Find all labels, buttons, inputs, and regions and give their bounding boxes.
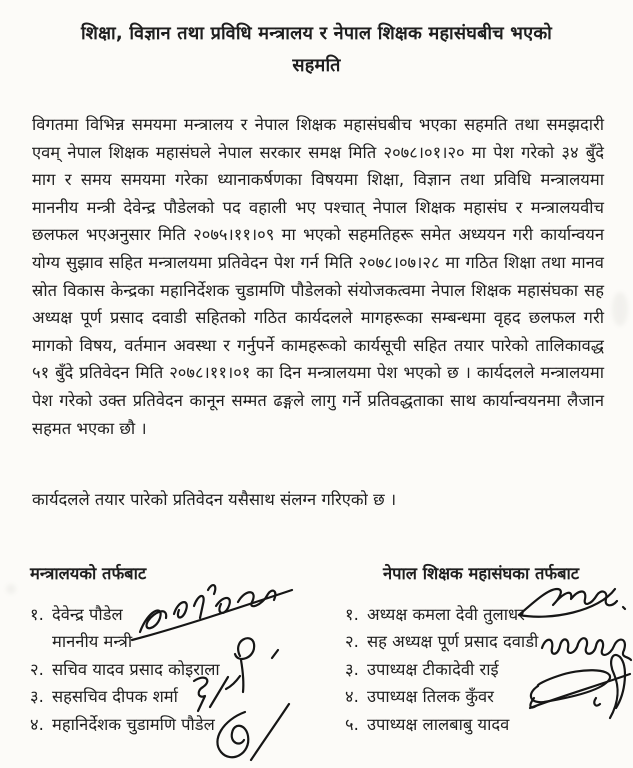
federation-signatory-3-name: उपाध्यक्ष टीकादेवी राई — [367, 659, 499, 679]
ministry-signatory-4-number: ४. — [30, 714, 44, 734]
ministry-signatory-3-name: सहसचिव दीपक शर्मा — [52, 687, 178, 706]
ministry-signatory-1-number: १. — [30, 604, 44, 624]
federation-signatory-4-number: ४. — [345, 687, 359, 706]
federation-signatory-column — [345, 560, 633, 738]
federation-signatory-2 — [345, 628, 633, 656]
federation-signatory-1 — [345, 601, 633, 629]
ministry-signatory-4-name: महानिर्देशक चुडामणि पौडेल — [52, 714, 215, 734]
body-paragraph-2: कार्यदलले तयार पारेको प्रतिवेदन यसैसाथ संलग्न गरिएको छ । — [32, 490, 397, 509]
federation-signatory-1-number: १. — [345, 604, 359, 624]
body-paragraph-1: विगतमा विभिन्न समयमा मन्त्रालय र नेपाल शिक्षक महासंघबीच भएका सहमति तथा समझदारी एवम् नेपाल शिक्षक महासंघले नेपाल सरकार समक्ष मिति २०७८।०१।२० मा पेश गरेको ३४ बुँदे माग र समय समयमा गरेका ध्यानाकर्षणका विषयमा शिक्षा, विज्ञान तथा प्रविधि मन्त्रालयमा माननीय मन्त्री देवेन्द्र पौडेलको पद वहाली भए पश्चात् नेपाल शिक्षक महासंघ र मन्त्रालयवीच छलफल भएअनुसार मिति २०७५।११।०९ मा भएको सहमतिहरू समेत अध्ययन गरी कार्यान्वयन योग्य सुझाव सहित मन्त्रालयमा प्रतिवेदन पेश गर्न मिति २०७८।०७।२८ मा गठित शिक्षा तथा मानव स्रोत विकास केन्द्रका महानिर्देशक चुडामणि पौडेलको संयोजकत्वमा नेपाल शिक्षक महासंघका सह अध्यक्ष पूर्ण प्रसाद दवाडी सहितको गठित कार्यदलले मागहरूका सम्बन्धमा वृहद छलफल गरी मागको विषय, वर्तमान अवस्था र गर्नुपर्ने कामहरूको कार्यसूची सहित तयार पारेको तालिकावद्ध ५१ बुँदे प्रतिवेदन मिति २०७८।११।०१ का दिन मन्त्रालयमा पेश भएको छ । कार्यदलले मन्त्रालयमा पेश गरेको उक्त प्रतिवेदन कानून सम्मत ढङ्गले लागु गर्ने प्रतिवद्धताका साथ कार्यान्वयनमा लैजान सहमत भएका छौ । — [32, 115, 604, 438]
federation-signatory-3-number: ३. — [345, 659, 359, 679]
title-line-2: सहमति — [292, 55, 341, 76]
ministry-signatory-1-name: देवेन्द्र पौडेल — [52, 604, 123, 624]
federation-signatory-5-number: ५. — [345, 714, 359, 734]
federation-signatory-2-number: २. — [345, 632, 359, 651]
ministry-signatory-column — [30, 560, 330, 738]
ministry-column-heading: मन्त्रालयको तर्फबाट — [30, 564, 147, 583]
scan-smudge — [6, 584, 16, 594]
ministry-signatory-2-number: २. — [30, 659, 44, 679]
federation-signatory-3 — [345, 656, 633, 684]
federation-signatory-4 — [345, 683, 633, 711]
ministry-signatory-2-name: सचिव यादव प्रसाद कोइराला — [52, 659, 220, 679]
ministry-signatory-4 — [30, 711, 330, 739]
ministry-signatory-1-role: माननीय मन्त्री — [52, 632, 133, 651]
scan-smudge — [520, 118, 546, 130]
ministry-signatory-3-number: ३. — [30, 687, 44, 706]
document-title — [38, 18, 595, 82]
ministry-signatory-2 — [30, 656, 330, 684]
federation-signatory-5 — [345, 711, 633, 739]
federation-signatory-1-name: अध्यक्ष कमला देवी तुलाधर — [367, 604, 525, 624]
ministry-signatory-1 — [30, 601, 330, 629]
title-line-1: शिक्षा, विज्ञान तथा प्रविधि मन्त्रालय र नेपाल शिक्षक महासंघबीच भएको — [80, 23, 553, 44]
federation-signatory-5-name: उपाध्यक्ष लालबाबु यादव — [367, 714, 510, 734]
federation-signatory-2-name: सह अध्यक्ष पूर्ण प्रसाद दवाडी — [367, 632, 539, 651]
ministry-signatory-3 — [30, 683, 330, 711]
federation-column-heading: नेपाल शिक्षक महासंघका तर्फबाट — [383, 564, 580, 583]
scan-smudge — [612, 292, 628, 326]
federation-signatory-4-name: उपाध्यक्ष तिलक कुँवर — [367, 687, 494, 706]
